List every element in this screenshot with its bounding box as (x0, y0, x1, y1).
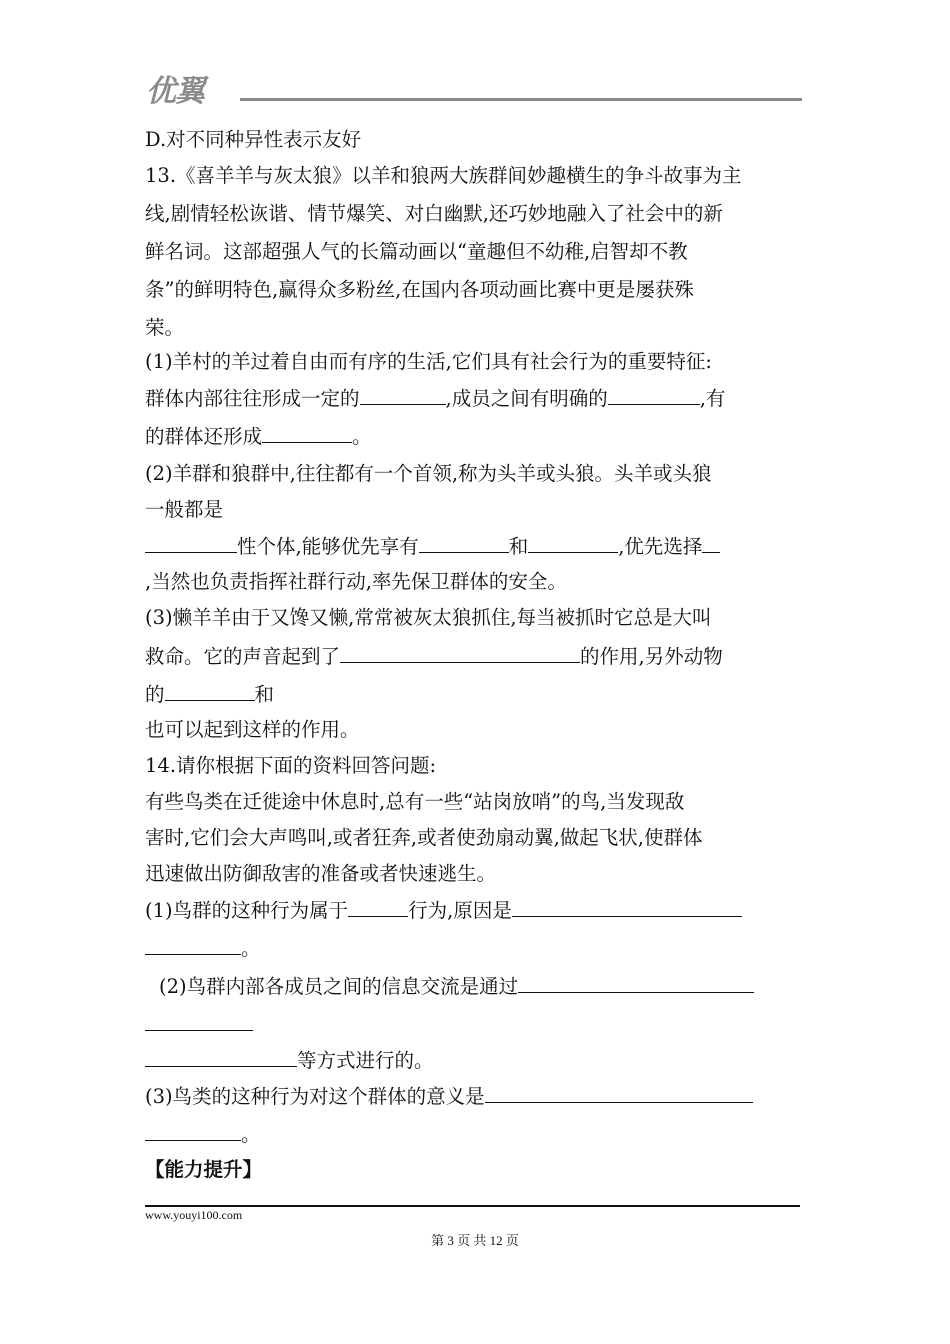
sub-question-3: 也可以起到这样的作用。 (145, 718, 360, 741)
question-13-text: 线,剧情轻松诙谐、情节爆笑、对白幽默,还巧妙地融入了社会中的新 (145, 202, 723, 225)
sub-question-3 (145, 638, 723, 674)
sub-question-14-2 (145, 1006, 253, 1042)
sub-question-2: ,当然也负责指挥社群行动,率先保卫群体的安全。 (145, 570, 567, 593)
sub-question-3: (3)懒羊羊由于又馋又懒,常常被灰太狼抓住,每当被抓时它总是大叫 (145, 606, 712, 629)
sub-question-14-2 (159, 968, 754, 1004)
answer-blank[interactable] (608, 380, 700, 405)
answer-blank[interactable] (360, 380, 446, 405)
sub-question-1: (1)羊村的羊过着自由而有序的生活,它们具有社会行为的重要特征: (145, 350, 712, 373)
question-13-text: 条”的鲜明特色,赢得众多粉丝,在国内各项动画比赛中更是屡获殊 (145, 278, 694, 301)
answer-blank[interactable] (485, 1078, 753, 1103)
text: 。 (241, 1123, 261, 1146)
question-14-title: 14.请你根据下面的资料回答问题: (145, 754, 437, 777)
question-14-text: 迅速做出防御敌害的准备或者快速逃生。 (145, 862, 497, 885)
answer-blank[interactable] (419, 528, 509, 553)
option-d: D.对不同种异性表示友好 (145, 128, 362, 151)
text: 。 (241, 937, 261, 960)
sub-question-1 (145, 380, 725, 416)
sub-question-14-1 (145, 892, 742, 928)
text: ,有 (699, 387, 726, 410)
footer-rule (145, 1205, 800, 1207)
text: 和 (508, 535, 529, 558)
text: 群体内部往往形成一定的 (145, 387, 360, 410)
sub-question-2 (145, 528, 720, 564)
sub-question-14-2 (145, 1042, 434, 1078)
question-14-text: 害时,它们会大声鸣叫,或者狂奔,或者使劲扇动翼,做起飞状,使群体 (145, 826, 703, 849)
sub-question-14-3 (145, 1078, 753, 1114)
sub-question-14-1 (145, 930, 261, 966)
text: 救命。它的声音起到了 (145, 645, 341, 668)
sub-question-3 (145, 676, 274, 712)
answer-blank[interactable] (348, 892, 408, 917)
answer-blank[interactable] (145, 528, 237, 553)
text: ,成员之间有明确的 (445, 387, 608, 410)
text: 的 (145, 683, 165, 706)
text: 行为,原因是 (408, 899, 512, 922)
answer-blank[interactable] (528, 528, 618, 553)
answer-blank[interactable] (145, 1042, 297, 1067)
answer-blank[interactable] (165, 676, 255, 701)
question-13-text: 鲜名词。这部超强人气的长篇动画以“童趣但不幼稚,启智却不教 (145, 240, 688, 263)
text: 。 (352, 425, 372, 448)
sub-question-2: 一般都是 (145, 498, 224, 521)
text: ,优先选择 (618, 535, 703, 558)
text: 等方式进行的。 (297, 1049, 434, 1072)
text: 性个体,能够优先享有 (237, 535, 419, 558)
text: (3)鸟类的这种行为对这个群体的意义是 (145, 1085, 485, 1108)
header-rule (240, 98, 802, 101)
question-14-text: 有些鸟类在迁徙途中休息时,总有一些“站岗放哨”的鸟,当发现敌 (145, 790, 685, 813)
text: 的群体还形成 (145, 425, 263, 448)
answer-blank[interactable] (145, 1006, 253, 1031)
footer-url[interactable]: www.youyi100.com (145, 1208, 243, 1222)
sub-question-1 (145, 418, 372, 454)
answer-blank[interactable] (145, 1116, 241, 1141)
answer-blank[interactable] (702, 528, 720, 553)
text: 的作用,另外动物 (580, 645, 723, 668)
answer-blank[interactable] (518, 968, 754, 993)
youyi-logo: 优翼 (146, 74, 204, 109)
sub-question-2: (2)羊群和狼群中,往往都有一个首领,称为头羊或头狼。头羊或头狼 (145, 462, 712, 485)
answer-blank[interactable] (145, 930, 241, 955)
text: (2)鸟群内部各成员之间的信息交流是通过 (159, 975, 519, 998)
question-13-text: 荣。 (145, 316, 185, 339)
page-number: 第 3 页 共 12 页 (431, 1233, 519, 1248)
question-13-text: 13.《喜羊羊与灰太狼》以羊和狼两大族群间妙趣横生的争斗故事为主 (145, 164, 742, 187)
answer-blank[interactable] (262, 418, 352, 443)
text: 和 (254, 683, 275, 706)
answer-blank[interactable] (340, 638, 580, 663)
answer-blank[interactable] (512, 892, 742, 917)
sub-question-14-3 (145, 1116, 261, 1152)
text: (1)鸟群的这种行为属于 (145, 899, 349, 922)
section-heading-ability: 【能力提升】 (145, 1158, 263, 1181)
